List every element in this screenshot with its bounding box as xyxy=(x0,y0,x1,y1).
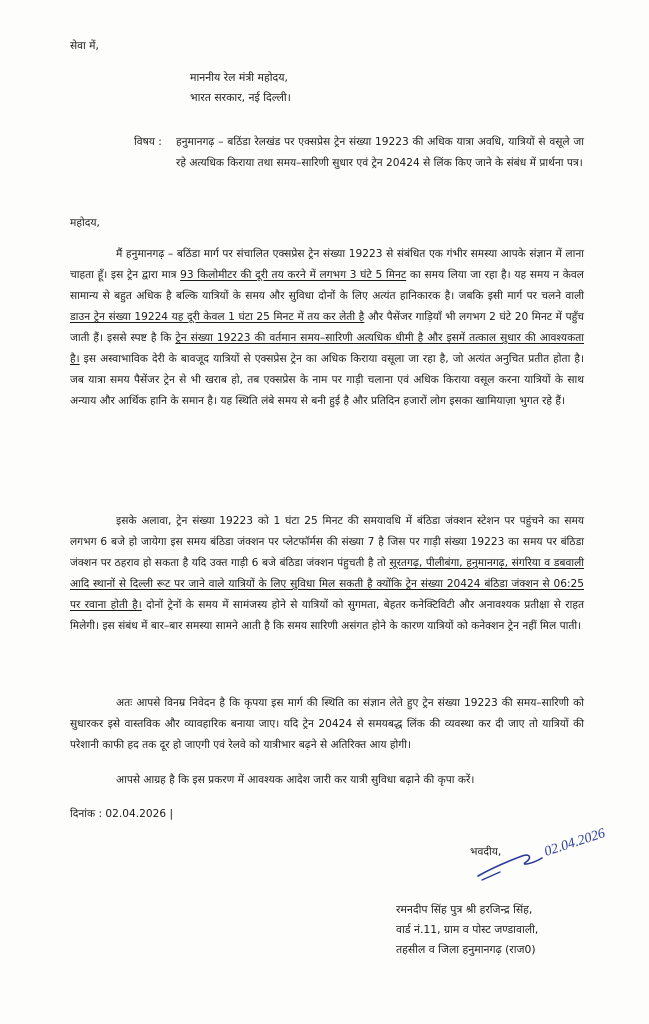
signature-scribble xyxy=(470,822,610,888)
date-line: दिनांक : 02.04.2026 | xyxy=(70,808,174,820)
greeting: महोदय, xyxy=(70,217,100,229)
paragraph-text: इसके अलावा, ट्रेन संख्या 19223 को 1 घंटा 25 मिनट की समयावधि में बंठिडा जंक्शन स्टेशन पर पहुंचने का समय लगभग 6 बजे हो जायेगा इस समय बंठिडा जंक्शन पर प्लेटफॉर्मस की संख्या 7 है जिस पर गाड़ी संख्या 19223 का समय पर बंठिडा जंक्शन पर ठहराव हो सकता है यदि उक्त गाड़ी 6 बजे बंठिडा जंक्शन पंहुचती है तो xyxy=(70,515,584,569)
closing: भवदीय, xyxy=(470,846,502,858)
paragraph-text: और पैसेंजर गाड़ियाँ भी लगभग 2 घंटे 20 मिनट में पहुँच जाती हैं। इससे स्पष्ट है कि xyxy=(70,311,584,344)
paragraph-text: दोनों ट्रेनों के समय में सामंजस्य होने से यात्रियों को सुगमता, बेहतर कनेक्टिविटी और अनावश्यक प्रतीक्षा से राहत मिलेगी। इस संबंध में बार–बार समस्या सामने आती है कि समय सारिणी असंगत होने के कारण यात्रियों को कनेक्शन ट्रेन नहीं मिल पाती। xyxy=(70,599,584,632)
underlined-text: सूरतगढ़, पीलीबंगा, हनुमानगढ़, संगरिया व डबवाली आदि स्थानों से दिल्ली रूट पर जाने वाले यात्रियों के लिए सुविधा मिल सकती है क्योंकि ट्रेन संख्या 20424 बंठिडा जंक्शन से 06:25 पर रवाना होती है। xyxy=(70,557,584,611)
addressee-line: भारत सरकार, नई दिल्ली। xyxy=(190,91,291,104)
paragraph-4: आपसे आग्रह है कि इस प्रकरण में आवश्यक आदेश जारी कर यात्री सुविधा बढ़ाने की कृपा करें। xyxy=(116,774,475,786)
paragraph-text: इस अस्वाभाविक देरी के बावजूद यात्रियों से एक्सप्रेस ट्रेन का अधिक किराया वसूला जा रहा है, जो अत्यंत अनुचित प्रतीत होता है। जब यात्रा समय पैसेंजर ट्रेन से भी खराब हो, तब एक्सप्रेस के नाम पर गाड़ी चलाना एवं अधिक किराया वसूल करना यात्रियों के साथ अन्याय और आर्थिक हानि के समान है। यह स्थिति लंबे समय से बनी हुई है और प्रतिदिन हजारों लोग इसका खामियाज़ा भुगत रहे हैं। xyxy=(70,353,584,407)
paragraph-text: का समय लिया जा रहा है। यह समय न केवल सामान्य से बहुत अधिक है बल्कि यात्रियों के समय और सुविधा दोनों के लिए अत्यंत हानिकारक है। जबकि इसी मार्ग पर चलने वाली xyxy=(70,269,584,302)
salutation-to: सेवा में, xyxy=(70,40,99,52)
subject-label: विषय : xyxy=(134,136,162,148)
addressee-line: माननीय रेल मंत्री महोदय, xyxy=(190,71,288,84)
sender-block xyxy=(396,900,538,960)
sender-line: वार्ड नं.11, ग्राम व पोस्ट जण्डावाली, xyxy=(396,923,539,936)
paragraph-3: अतः आपसे विनम्र निवेदन है कि कृपया इस मार्ग की स्थिति का संज्ञान लेते हुए ट्रेन संख्या 19223 की समय–सारिणी को सुधारकर इसे वास्तविक और व्यावहारिक बनाया जाए। यदि ट्रेन 20424 से समयबद्ध लिंक की व्यवस्था कर दी जाए तो यात्रियों की परेशानी काफी हद तक दूर हो जाएगी एवं रेलवे को यात्रीभार बढ़ने से अतिरिक्त आय होगी। xyxy=(70,697,584,751)
sender-line: तहसील व जिला हनुमानगढ़ (राज0) xyxy=(396,943,536,956)
addressee-block xyxy=(190,68,291,108)
sender-line: रमनदीप सिंह पुत्र श्री हरजिन्द्र सिंह, xyxy=(396,903,533,916)
paragraph-2 xyxy=(70,511,584,637)
underlined-text: डाउन ट्रेन संख्या 19224 यह दूरी केवल 1 घंटा 25 मिनट में तय कर लेती है xyxy=(70,311,365,323)
signature-date: 02.04.2026 xyxy=(542,826,608,860)
underlined-text: ट्रेन संख्या 19223 की वर्तमान समय–सारिणी अत्यधिक धीमी है और इसमें तत्काल सुधार की आवश्यकता है। xyxy=(70,332,584,365)
paragraph-1 xyxy=(70,244,584,412)
underlined-text: 93 किलोमीटर की दूरी तय करने में लगभग 3 घंटे 5 मिनट xyxy=(180,269,407,281)
subject-text: हनुमानगढ़ – बठिंडा रेलखंड पर एक्सप्रेस ट्रेन संख्या 19223 की अधिक यात्रा अवधि, यात्रियों से वसूले जा रहे अत्यधिक किराया तथा समय–सारिणी सुधार एवं ट्रेन 20424 से लिंक किए जाने के संबंध में प्रार्थना पत्र। xyxy=(176,136,584,169)
paragraph-text: मैं हनुमानगढ़ – बठिंडा मार्ग पर संचालित एक्सप्रेस ट्रेन संख्या 19223 से संबंधित एक गंभीर समस्या आपके संज्ञान में लाना चाहता हूँ। इस ट्रेन द्वारा मात्र xyxy=(70,248,584,281)
